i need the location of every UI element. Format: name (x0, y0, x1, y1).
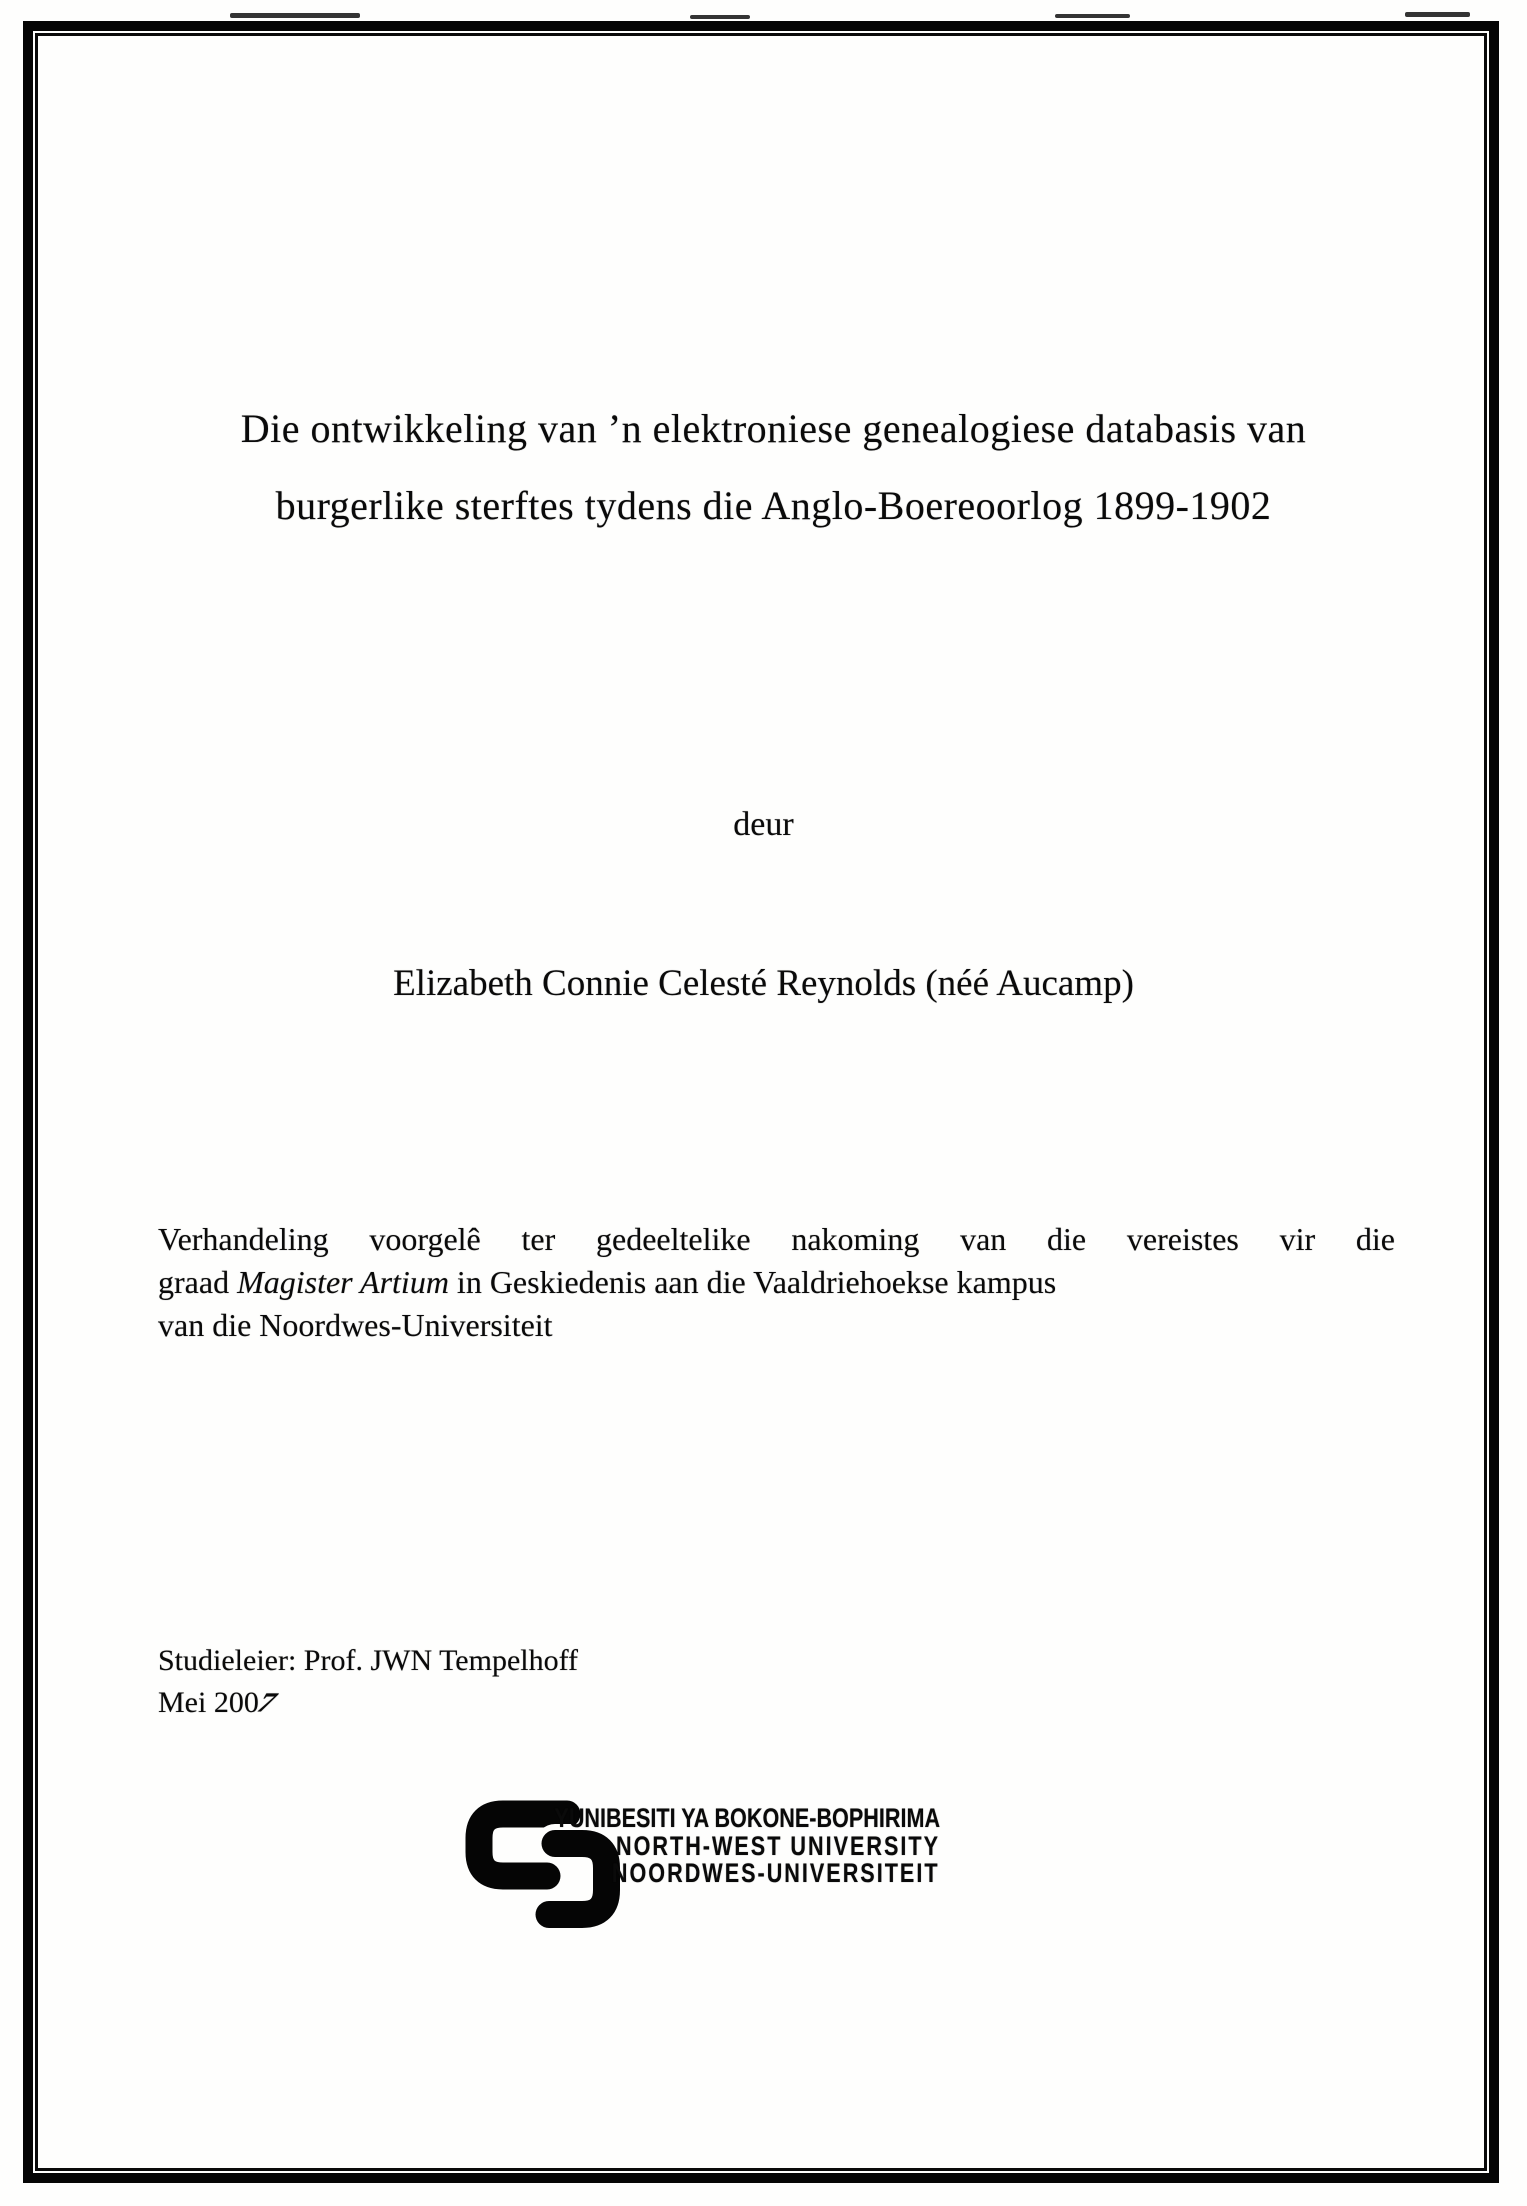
footer-block (158, 1640, 578, 1724)
statement-line-3: van die Noordwes-Universiteit (158, 1307, 553, 1343)
date-prefix: Mei 200 (158, 1686, 259, 1719)
statement-line-2-post: in Geskiedenis aan die Vaaldriehoekse kampus (448, 1264, 1057, 1300)
university-name-setswana: YUNIBESITI YA BOKONE-BOPHIRIMA (554, 1803, 940, 1833)
university-name-afrikaans: NOORDWES-UNIVERSITEIT (612, 1858, 940, 1888)
statement-line-2-pre: graad (158, 1264, 238, 1300)
scan-artifact (230, 13, 360, 18)
statement-line-2 (158, 1261, 1395, 1304)
scan-artifact (1055, 14, 1130, 18)
scan-artifact (1405, 12, 1470, 17)
author-name: Elizabeth Connie Celesté Reynolds (néé Aucamp) (393, 963, 1134, 1004)
title-line-2: burgerlike sterftes tydens die Anglo-Boereoorlog 1899-1902 (275, 483, 1272, 528)
date-suffix: 7 (250, 1687, 281, 1718)
title-line-1: Die ontwikkeling van ’n elektroniese genealogiese databasis van (240, 406, 1307, 451)
scan-artifact (690, 15, 750, 19)
university-name-english: NORTH-WEST UNIVERSITY (615, 1831, 940, 1861)
byline-preposition: deur (733, 806, 794, 843)
supervisor-line: Studieleier: Prof. JWN Tempelhoff (158, 1644, 579, 1677)
page-title (70, 390, 1477, 544)
date-line (158, 1682, 578, 1724)
degree-statement (158, 1218, 1395, 1347)
statement-line-1: Verhandeling voorgelê ter gedeeltelike nakoming van die vereistes vir die (158, 1221, 1395, 1257)
degree-name: Magister Artium (237, 1264, 449, 1300)
